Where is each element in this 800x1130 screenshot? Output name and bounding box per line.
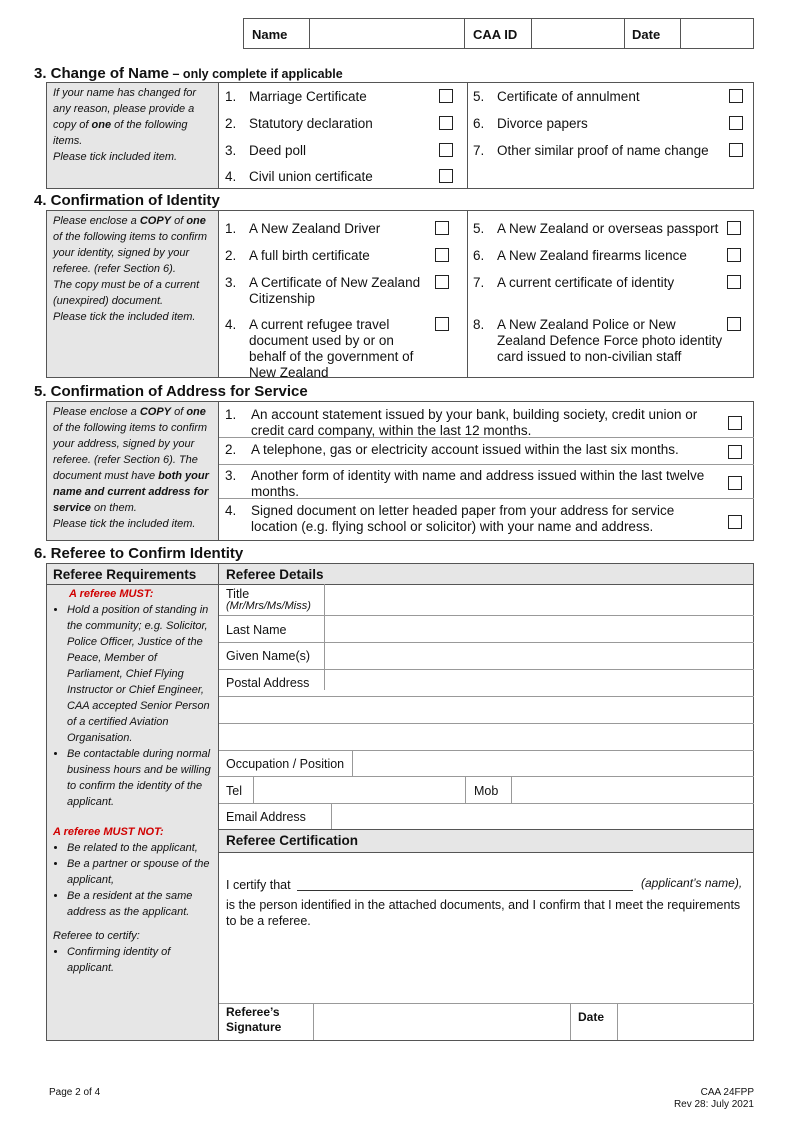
must-not-item: • Be related to the applicant, [67, 840, 215, 856]
name-label: Name [252, 27, 288, 42]
last-name-field[interactable] [325, 616, 753, 642]
s4-checkbox-4[interactable] [435, 317, 449, 331]
s5-item-4: 4. Signed document on letter headed paper from your address for service location (e.g. flying school or solicitor) with your name and address. [225, 503, 753, 537]
s4-checkbox-5[interactable] [727, 221, 741, 235]
s3-item-7: 7. Other similar proof of name change [473, 143, 753, 163]
certify-item: • Confirming identity of applicant. [67, 944, 215, 976]
title-field[interactable] [325, 585, 753, 615]
req-body: A referee MUST: • Hold a position of standing in the community; e.g. Solicitor, Police Officer, Justice of the Peace, Member of Parliament, Chief Flying Instructor or Chief Engineer, CAA accepted Senior Person of a certified Aviation Organisation. • Be contactable during normal business hours and be willing to confirm the identity of the applicant. A referee MUST NOT: • Be related to the applicant, • Be a partner or spouse of the applicant, • Be a resident at the same address as the applicant. Referee to certify: • Confirming identity of applicant. [53, 586, 215, 976]
s4-item-4: 4. A current refugee travel document used by or on behalf of the government of New Zealand [225, 317, 465, 377]
last-name-label: Last Name [226, 623, 287, 637]
caa-id-label: CAA ID [473, 27, 518, 42]
email-field[interactable] [332, 804, 753, 829]
s4-item-2: 2. A full birth certificate [225, 248, 465, 268]
s5-checkbox-3[interactable] [728, 476, 742, 490]
date-label: Date [632, 27, 661, 42]
must-not-item: • Be a resident at the same address as the applicant. [67, 888, 215, 920]
s3-item-2: 2. Statutory declaration [225, 116, 465, 136]
section4-box [46, 210, 754, 378]
req-header: Referee Requirements [53, 567, 197, 582]
postal-address-label: Postal Address [226, 676, 310, 690]
must-item: • Hold a position of standing in the community; e.g. Solicitor, Police Officer, Justice of the Peace, Member of Parliament, Chief Flying Instructor or Chief Engineer, CAA accepted Senior Person of a certified Aviation Organisation. [67, 602, 215, 746]
given-names-label: Given Name(s) [226, 649, 311, 663]
s5-checkbox-2[interactable] [728, 445, 742, 459]
details-header: Referee Details [226, 567, 324, 582]
section6-box [46, 563, 754, 1041]
s3-checkbox-4[interactable] [439, 169, 453, 183]
cert-date-label: Date [578, 1010, 605, 1024]
mob-field[interactable] [512, 777, 753, 803]
s4-item-1: 1. A New Zealand Driver [225, 221, 465, 241]
s4-item-7: 7. A current certificate of identity [473, 275, 753, 295]
s4-checkbox-7[interactable] [727, 275, 741, 289]
postal-address-line-3[interactable] [219, 724, 753, 750]
s4-checkbox-1[interactable] [435, 221, 449, 235]
s3-checkbox-2[interactable] [439, 116, 453, 130]
email-label: Email Address [226, 810, 306, 824]
cert-text: is the person identified in the attached documents, and I confirm that I meet the requirements to be a referee. [226, 898, 741, 928]
footer-rev: Rev 28: July 2021 [673, 1099, 754, 1110]
s4-item-3: 3. A Certificate of New Zealand Citizenship [225, 275, 465, 311]
s3-checkbox-1[interactable] [439, 89, 453, 103]
postal-address-line-2[interactable] [219, 697, 753, 723]
section6-title: 6. Referee to Confirm Identity [34, 545, 244, 562]
s4-item-8: 8. A New Zealand Police or New Zealand Defence Force photo identity card issued to non-civilian staff [473, 317, 753, 369]
tel-label: Tel [226, 784, 242, 798]
name-field[interactable] [310, 19, 464, 48]
s5-checkbox-1[interactable] [728, 416, 742, 430]
date-field[interactable] [681, 19, 753, 48]
header-box [243, 18, 754, 49]
section4-note: Please enclose a COPY of one of the following items to confirm your identity, signed by your referee. (refer Section 6). The copy must be of a current (unexpired) document. Please tick the included item. [47, 211, 218, 377]
s3-item-1: 1. Marriage Certificate [225, 89, 465, 109]
s3-checkbox-5[interactable] [729, 89, 743, 103]
s3-item-3: 3. Deed poll [225, 143, 465, 163]
cert-prefix: I certify that [226, 878, 291, 892]
s3-checkbox-7[interactable] [729, 143, 743, 157]
s4-item-5: 5. A New Zealand or overseas passport [473, 221, 753, 241]
tel-field[interactable] [254, 777, 464, 803]
s4-checkbox-2[interactable] [435, 248, 449, 262]
cert-header: Referee Certification [226, 833, 359, 848]
section5-title: 5. Confirmation of Address for Service [34, 383, 308, 400]
s4-checkbox-8[interactable] [727, 317, 741, 331]
footer-page: Page 2 of 4 [49, 1087, 101, 1098]
referee-requirements [47, 564, 218, 1040]
s5-checkbox-4[interactable] [728, 515, 742, 529]
s5-item-2: 2. A telephone, gas or electricity account issued within the last six months. [225, 442, 753, 462]
s3-checkbox-3[interactable] [439, 143, 453, 157]
title-sublabel: (Mr/Mrs/Ms/Miss) [226, 600, 311, 612]
signature-label: Referee’s Signature [226, 1005, 282, 1034]
occupation-label: Occupation / Position [226, 757, 345, 771]
title-label: Title [226, 587, 250, 601]
mob-label: Mob [474, 784, 499, 798]
applicant-name-field[interactable] [297, 873, 633, 891]
s3-checkbox-6[interactable] [729, 116, 743, 130]
postal-address-field[interactable] [325, 670, 753, 696]
section5-box [46, 401, 754, 541]
given-names-field[interactable] [325, 643, 753, 669]
section5-note: Please enclose a COPY of one of the following items to confirm your address, signed by your referee. (refer Section 6). The document must have both your name and current address for service on them. Please tick the included item. [47, 402, 218, 540]
s5-item-1: 1. An account statement issued by your bank, building society, credit union or credit card company, within the last 12 months. [225, 407, 753, 437]
signature-field[interactable] [314, 1004, 570, 1040]
s4-checkbox-3[interactable] [435, 275, 449, 289]
footer-form-code: CAA 24FPP [700, 1087, 754, 1098]
section4-title: 4. Confirmation of Identity [34, 192, 220, 209]
occupation-field[interactable] [353, 751, 753, 776]
cert-applicant: (applicant’s name), [641, 876, 743, 890]
s3-item-5: 5. Certificate of annulment [473, 89, 753, 109]
caa-id-field[interactable] [532, 19, 624, 48]
s5-item-3: 3. Another form of identity with name and address issued within the last twelve months. [225, 468, 753, 498]
section3-title: 3. Change of Name – only complete if applicable [34, 65, 343, 82]
s3-item-4: 4. Civil union certificate [225, 169, 465, 189]
s4-item-6: 6. A New Zealand firearms licence [473, 248, 753, 268]
s4-checkbox-6[interactable] [727, 248, 741, 262]
must-item: • Be contactable during normal business hours and be willing to confirm the identity of the applicant. [67, 746, 215, 810]
cert-date-field[interactable] [618, 1004, 753, 1040]
footer-form [654, 1087, 754, 1111]
section3-note: If your name has changed for any reason, please provide a copy of one of the following items. Please tick included item. [47, 83, 218, 188]
must-not-item: • Be a partner or spouse of the applicant, [67, 856, 215, 888]
section3-box [46, 82, 754, 189]
s3-item-6: 6. Divorce papers [473, 116, 753, 136]
